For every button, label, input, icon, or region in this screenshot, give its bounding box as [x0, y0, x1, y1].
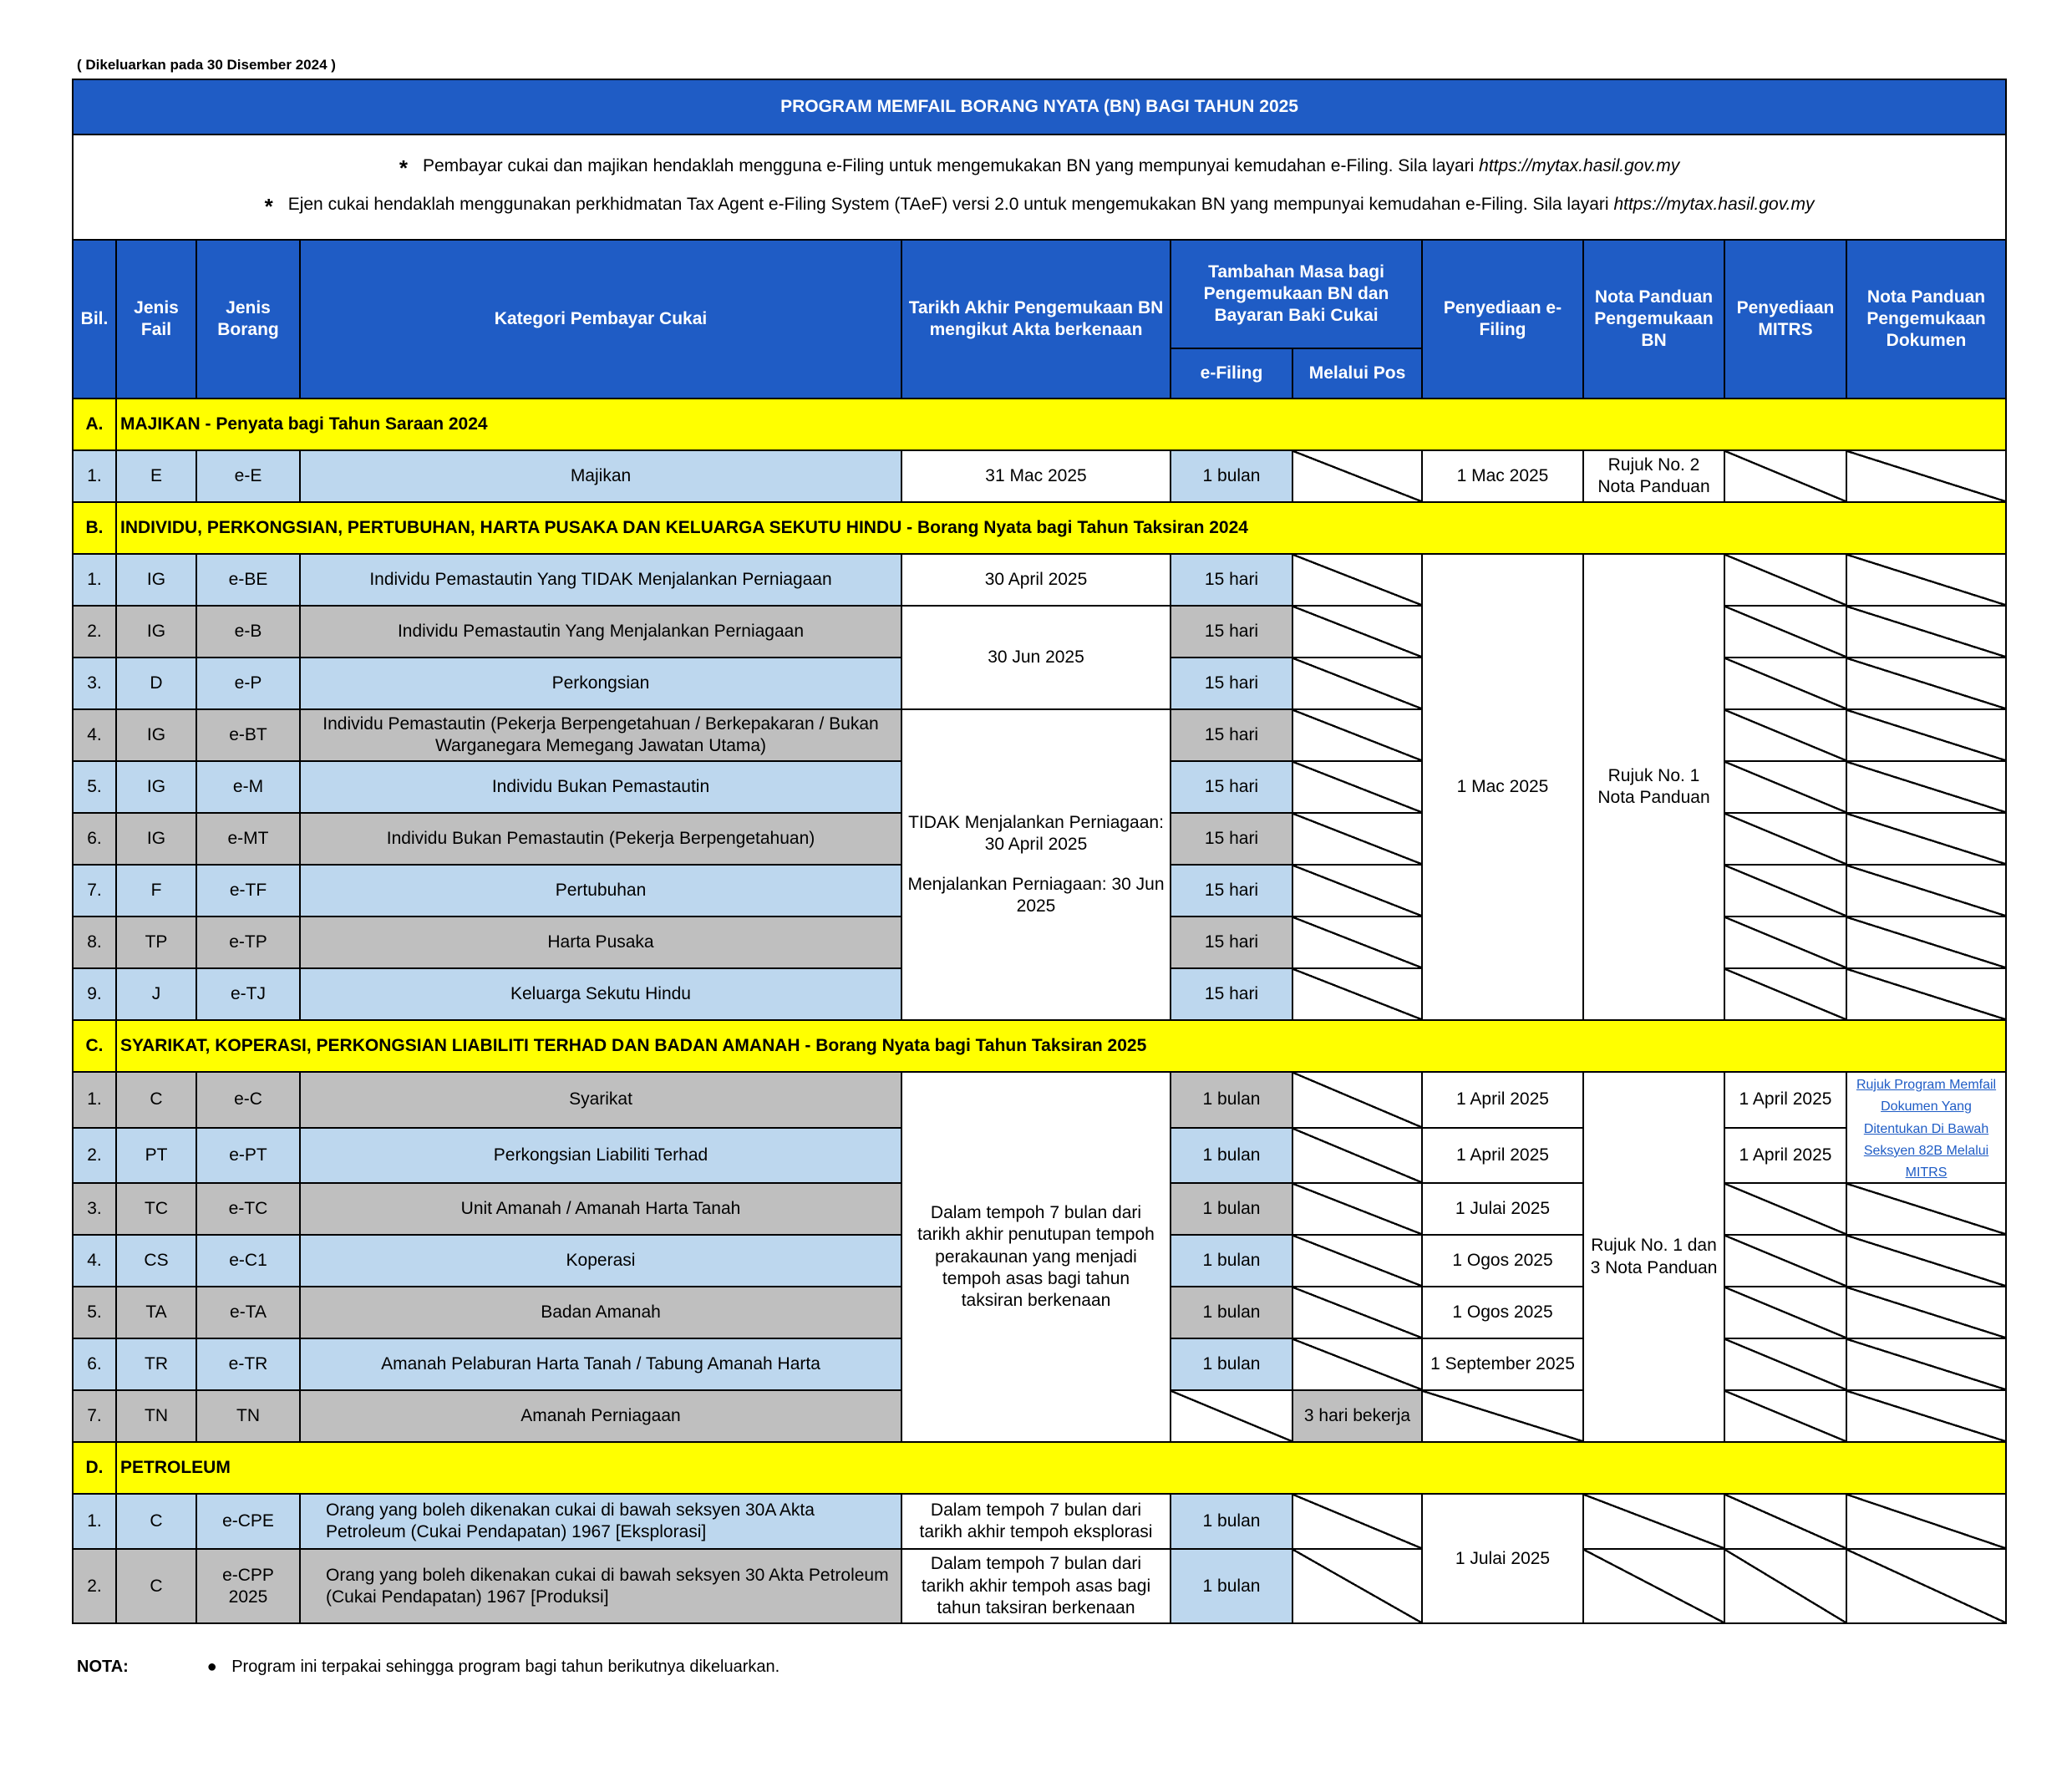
cell-jenis-fail: C [116, 1072, 196, 1128]
notes-row [73, 135, 2006, 240]
cell-jenis-borang: e-TC [196, 1183, 300, 1235]
cell-efiling: 1 bulan [1171, 1128, 1292, 1184]
header-tarikh-akhir: Tarikh Akhir Pengemukaan BN mengikut Akta berkenaan [901, 240, 1171, 399]
header-melalui-pos: Melalui Pos [1292, 348, 1422, 399]
cell-not-applicable [1846, 1183, 2006, 1235]
cell-kategori: Individu Bukan Pemastautin [300, 761, 901, 813]
cell-bil: 3. [73, 1183, 116, 1235]
cell-not-applicable [1292, 968, 1422, 1020]
cell-tarikh: Dalam tempoh 7 bulan dari tarikh akhir tempoh eksplorasi [901, 1494, 1171, 1549]
cell-penyediaan: 1 Julai 2025 [1422, 1494, 1583, 1623]
cell-not-applicable [1846, 1549, 2006, 1623]
note-2: * Ejen cukai hendaklah menggunakan perkhidmatan Tax Agent e-Filing System (TAeF) versi 2.0 untuk mengemukakan BN yang mempunyai kemudahan e-Filing. Sila layari https://mytax.hasil.gov.my [264, 194, 1815, 219]
cell-tarikh: 31 Mac 2025 [901, 450, 1171, 502]
cell-efiling: 1 bulan [1171, 1235, 1292, 1287]
cell-not-applicable [1724, 1494, 1846, 1549]
cell-jenis-borang: e-P [196, 658, 300, 709]
cell-kategori: Amanah Perniagaan [300, 1390, 901, 1442]
cell-jenis-fail: TN [116, 1390, 196, 1442]
cell-jenis-borang: e-CPE [196, 1494, 300, 1549]
section-title: PETROLEUM [116, 1442, 2006, 1494]
cell-not-applicable [1292, 658, 1422, 709]
cell-not-applicable [1292, 917, 1422, 968]
cell-bil: 1. [73, 1072, 116, 1128]
cell-mitrs: 1 April 2025 [1724, 1128, 1846, 1184]
footer-text: Program ini terpakai sehingga program bagi tahun berikutnya dikeluarkan. [231, 1658, 780, 1676]
cell-not-applicable [1846, 709, 2006, 761]
issue-date: ( Dikeluarkan pada 30 Disember 2024 ) [77, 57, 336, 73]
footer-note [77, 1658, 780, 1677]
cell-efiling: 1 bulan [1171, 1183, 1292, 1235]
cell-not-applicable [1292, 1235, 1422, 1287]
cell-jenis-borang: e-BE [196, 554, 300, 606]
cell-efiling: 1 bulan [1171, 1287, 1292, 1338]
tarikh-tidak-berniaga: TIDAK Menjalankan Perniagaan: 30 April 2025 [908, 812, 1164, 854]
table-row [73, 1494, 2006, 1549]
table-row [73, 1549, 2006, 1623]
header-efiling: e-Filing [1171, 348, 1292, 399]
cell-kategori: Orang yang boleh dikenakan cukai di bawah seksyen 30A Akta Petroleum (Cukai Pendapatan) 1967 [Eksplorasi] [300, 1494, 901, 1549]
cell-kategori: Amanah Pelaburan Harta Tanah / Tabung Amanah Harta [300, 1338, 901, 1390]
cell-kategori: Individu Pemastautin (Pekerja Berpengetahuan / Berkepakaran / Bukan Warganegara Memegang Jawatan Utama) [300, 709, 901, 761]
header-jenis-fail: Jenis Fail [116, 240, 196, 399]
header-kategori: Kategori Pembayar Cukai [300, 240, 901, 399]
cell-kategori: Badan Amanah [300, 1287, 901, 1338]
cell-jenis-fail: IG [116, 813, 196, 865]
cell-jenis-borang: e-TA [196, 1287, 300, 1338]
cell-jenis-borang: TN [196, 1390, 300, 1442]
cell-efiling: 1 bulan [1171, 1549, 1292, 1623]
cell-efiling: 1 bulan [1171, 1072, 1292, 1128]
cell-not-applicable [1292, 709, 1422, 761]
cell-not-applicable [1724, 865, 1846, 917]
section-letter: D. [73, 1442, 116, 1494]
cell-bil: 2. [73, 1549, 116, 1623]
cell-not-applicable [1846, 761, 2006, 813]
header-nota-panduan-dokumen: Nota Panduan Pengemukaan Dokumen [1846, 240, 2006, 399]
cell-not-applicable [1724, 1549, 1846, 1623]
cell-not-applicable [1724, 1390, 1846, 1442]
cell-tarikh: 30 April 2025 [901, 554, 1171, 606]
cell-nota: Rujuk No. 2 Nota Panduan [1583, 450, 1724, 502]
cell-not-applicable [1724, 1235, 1846, 1287]
cell-bil: 6. [73, 1338, 116, 1390]
cell-not-applicable [1846, 917, 2006, 968]
cell-jenis-borang: e-C1 [196, 1235, 300, 1287]
cell-jenis-borang: e-TF [196, 865, 300, 917]
cell-bil: 6. [73, 813, 116, 865]
cell-not-applicable [1422, 1390, 1583, 1442]
cell-not-applicable [1724, 1183, 1846, 1235]
header-nota-panduan-bn: Nota Panduan Pengemukaan BN [1583, 240, 1724, 399]
cell-not-applicable [1724, 917, 1846, 968]
cell-not-applicable [1846, 1390, 2006, 1442]
cell-not-applicable [1292, 1128, 1422, 1184]
cell-pos: 3 hari bekerja [1292, 1390, 1422, 1442]
cell-tarikh [901, 709, 1171, 1020]
cell-jenis-fail: IG [116, 606, 196, 658]
section-title: MAJIKAN - Penyata bagi Tahun Saraan 2024 [116, 399, 2006, 450]
cell-penyediaan: 1 April 2025 [1422, 1072, 1583, 1128]
cell-jenis-fail: F [116, 865, 196, 917]
cell-jenis-fail: IG [116, 709, 196, 761]
cell-penyediaan: 1 Julai 2025 [1422, 1183, 1583, 1235]
cell-bil: 5. [73, 1287, 116, 1338]
header-penyediaan-mitrs: Penyediaan MITRS [1724, 240, 1846, 399]
cell-jenis-borang: e-C [196, 1072, 300, 1128]
cell-not-applicable [1724, 813, 1846, 865]
cell-efiling: 15 hari [1171, 761, 1292, 813]
section-b-row [73, 502, 2006, 554]
bullet-icon: ● [206, 1658, 217, 1676]
cell-jenis-fail: IG [116, 554, 196, 606]
cell-not-applicable [1846, 554, 2006, 606]
cell-not-applicable [1292, 1287, 1422, 1338]
cell-jenis-borang: e-E [196, 450, 300, 502]
cell-kategori: Individu Pemastautin Yang TIDAK Menjalankan Perniagaan [300, 554, 901, 606]
section-letter: A. [73, 399, 116, 450]
cell-jenis-fail: D [116, 658, 196, 709]
cell-not-applicable [1846, 968, 2006, 1020]
cell-kategori: Orang yang boleh dikenakan cukai di bawah seksyen 30 Akta Petroleum (Cukai Pendapatan) 1967 [Produksi] [300, 1549, 901, 1623]
cell-kategori: Keluarga Sekutu Hindu [300, 968, 901, 1020]
cell-jenis-fail: TR [116, 1338, 196, 1390]
footer-label: NOTA: [77, 1658, 129, 1676]
cell-not-applicable [1292, 813, 1422, 865]
header-tambahan-masa: Tambahan Masa bagi Pengemukaan BN dan Bayaran Baki Cukai [1171, 240, 1422, 348]
cell-tarikh: Dalam tempoh 7 bulan dari tarikh akhir penutupan tempoh perakaunan yang menjadi tempoh asas bagi tahun taksiran berkenaan [901, 1072, 1171, 1442]
cell-kategori: Unit Amanah / Amanah Harta Tanah [300, 1183, 901, 1235]
cell-jenis-fail: C [116, 1549, 196, 1623]
cell-tarikh: Dalam tempoh 7 bulan dari tarikh akhir tempoh asas bagi tahun taksiran berkenaan [901, 1549, 1171, 1623]
header-jenis-borang: Jenis Borang [196, 240, 300, 399]
cell-tarikh: 30 Jun 2025 [901, 606, 1171, 709]
cell-kategori: Perkongsian [300, 658, 901, 709]
cell-efiling: 15 hari [1171, 917, 1292, 968]
cell-bil: 7. [73, 865, 116, 917]
cell-not-applicable [1583, 1549, 1724, 1623]
cell-bil: 2. [73, 606, 116, 658]
cell-kategori: Individu Bukan Pemastautin (Pekerja Berpengetahuan) [300, 813, 901, 865]
section-title: SYARIKAT, KOPERASI, PERKONGSIAN LIABILITI TERHAD DAN BADAN AMANAH - Borang Nyata bagi Tahun Taksiran 2025 [116, 1020, 2006, 1072]
cell-jenis-fail: CS [116, 1235, 196, 1287]
cell-jenis-borang: e-CPP 2025 [196, 1549, 300, 1623]
cell-efiling: 15 hari [1171, 865, 1292, 917]
cell-not-applicable [1846, 813, 2006, 865]
cell-efiling: 15 hari [1171, 554, 1292, 606]
section-c-row [73, 1020, 2006, 1072]
cell-not-applicable [1724, 1287, 1846, 1338]
table-row [73, 554, 2006, 606]
cell-not-applicable [1846, 1338, 2006, 1390]
cell-not-applicable [1292, 761, 1422, 813]
cell-not-applicable [1846, 606, 2006, 658]
notes-cell [73, 135, 2006, 240]
cell-not-applicable [1846, 1235, 2006, 1287]
cell-not-applicable [1171, 1390, 1292, 1442]
cell-not-applicable [1724, 606, 1846, 658]
cell-bil: 9. [73, 968, 116, 1020]
table-row [73, 450, 2006, 502]
table-row [73, 1072, 2006, 1128]
cell-efiling: 1 bulan [1171, 450, 1292, 502]
note-1: * Pembayar cukai dan majikan hendaklah mengguna e-Filing untuk mengemukakan BN yang mempunyai kemudahan e-Filing. Sila layari https://mytax.hasil.gov.my [399, 155, 1680, 180]
cell-bil: 4. [73, 1235, 116, 1287]
cell-bil: 2. [73, 1128, 116, 1184]
cell-not-applicable [1292, 450, 1422, 502]
cell-not-applicable [1724, 968, 1846, 1020]
cell-penyediaan: 1 September 2025 [1422, 1338, 1583, 1390]
cell-not-applicable [1292, 865, 1422, 917]
cell-bil: 1. [73, 450, 116, 502]
cell-efiling: 1 bulan [1171, 1494, 1292, 1549]
section-d-row [73, 1442, 2006, 1494]
cell-not-applicable [1292, 1338, 1422, 1390]
cell-penyediaan: 1 Ogos 2025 [1422, 1287, 1583, 1338]
cell-not-applicable [1846, 658, 2006, 709]
cell-kategori: Harta Pusaka [300, 917, 901, 968]
header-penyediaan-efiling: Penyediaan e-Filing [1422, 240, 1583, 399]
cell-jenis-borang: e-B [196, 606, 300, 658]
cell-kategori: Perkongsian Liabiliti Terhad [300, 1128, 901, 1184]
cell-jenis-borang: e-TJ [196, 968, 300, 1020]
cell-not-applicable [1724, 450, 1846, 502]
cell-jenis-borang: e-MT [196, 813, 300, 865]
cell-not-applicable [1846, 865, 2006, 917]
cell-not-applicable [1292, 1494, 1422, 1549]
cell-not-applicable [1724, 1338, 1846, 1390]
cell-bil: 1. [73, 1494, 116, 1549]
cell-bil: 8. [73, 917, 116, 968]
cell-jenis-fail: PT [116, 1128, 196, 1184]
cell-not-applicable [1292, 554, 1422, 606]
header-bil: Bil. [73, 240, 116, 399]
mytax-link[interactable]: https://mytax.hasil.gov.my [1479, 155, 1680, 175]
section-title: INDIVIDU, PERKONGSIAN, PERTUBUHAN, HARTA PUSAKA DAN KELUARGA SEKUTU HINDU - Borang Nyata bagi Tahun Taksiran 2024 [116, 502, 2006, 554]
section-a-row [73, 399, 2006, 450]
cell-efiling: 15 hari [1171, 709, 1292, 761]
cell-penyediaan: 1 Mac 2025 [1422, 450, 1583, 502]
cell-not-applicable [1292, 1183, 1422, 1235]
cell-bil: 4. [73, 709, 116, 761]
cell-efiling: 1 bulan [1171, 1338, 1292, 1390]
cell-penyediaan: 1 Mac 2025 [1422, 554, 1583, 1020]
asterisk-icon: * [264, 194, 273, 219]
cell-penyediaan: 1 April 2025 [1422, 1128, 1583, 1184]
asterisk-icon: * [399, 155, 408, 180]
cell-efiling: 15 hari [1171, 606, 1292, 658]
title-row [73, 79, 2006, 135]
cell-not-applicable [1292, 606, 1422, 658]
mitrs-programme-link[interactable]: Rujuk Program Memfail Dokumen Yang Ditentukan Di Bawah Seksyen 82B Melalui MITRS [1856, 1078, 1997, 1180]
cell-jenis-fail: E [116, 450, 196, 502]
cell-kategori: Majikan [300, 450, 901, 502]
cell-jenis-fail: TA [116, 1287, 196, 1338]
cell-nota: Rujuk No. 1 Nota Panduan [1583, 554, 1724, 1020]
cell-dokumen [1846, 1072, 2006, 1183]
cell-jenis-fail: J [116, 968, 196, 1020]
cell-jenis-borang: e-TP [196, 917, 300, 968]
cell-jenis-borang: e-M [196, 761, 300, 813]
header-row [73, 240, 2006, 348]
cell-not-applicable [1846, 450, 2006, 502]
cell-jenis-borang: e-BT [196, 709, 300, 761]
cell-not-applicable [1846, 1287, 2006, 1338]
cell-efiling: 15 hari [1171, 813, 1292, 865]
cell-efiling: 15 hari [1171, 658, 1292, 709]
cell-bil: 5. [73, 761, 116, 813]
cell-not-applicable [1724, 709, 1846, 761]
section-letter: B. [73, 502, 116, 554]
filing-programme-table-wrapper [72, 79, 2005, 1624]
cell-bil: 1. [73, 554, 116, 606]
cell-penyediaan: 1 Ogos 2025 [1422, 1235, 1583, 1287]
cell-kategori: Pertubuhan [300, 865, 901, 917]
filing-programme-table [72, 79, 2007, 1624]
cell-kategori: Syarikat [300, 1072, 901, 1128]
cell-mitrs: 1 April 2025 [1724, 1072, 1846, 1128]
cell-bil: 3. [73, 658, 116, 709]
mytax-link[interactable]: https://mytax.hasil.gov.my [1613, 195, 1815, 214]
cell-jenis-borang: e-TR [196, 1338, 300, 1390]
page-title: PROGRAM MEMFAIL BORANG NYATA (BN) BAGI TAHUN 2025 [73, 79, 2006, 135]
cell-not-applicable [1292, 1072, 1422, 1128]
cell-not-applicable [1846, 1494, 2006, 1549]
cell-jenis-borang: e-PT [196, 1128, 300, 1184]
cell-jenis-fail: TP [116, 917, 196, 968]
cell-not-applicable [1292, 1549, 1422, 1623]
cell-not-applicable [1583, 1494, 1724, 1549]
cell-not-applicable [1724, 761, 1846, 813]
cell-jenis-fail: IG [116, 761, 196, 813]
cell-jenis-fail: TC [116, 1183, 196, 1235]
cell-kategori: Koperasi [300, 1235, 901, 1287]
cell-not-applicable [1724, 554, 1846, 606]
section-letter: C. [73, 1020, 116, 1072]
cell-jenis-fail: C [116, 1494, 196, 1549]
cell-kategori: Individu Pemastautin Yang Menjalankan Perniagaan [300, 606, 901, 658]
cell-bil: 7. [73, 1390, 116, 1442]
cell-nota: Rujuk No. 1 dan 3 Nota Panduan [1583, 1072, 1724, 1442]
tarikh-berniaga: Menjalankan Perniagaan: 30 Jun 2025 [907, 875, 1165, 917]
cell-efiling: 15 hari [1171, 968, 1292, 1020]
cell-not-applicable [1724, 658, 1846, 709]
